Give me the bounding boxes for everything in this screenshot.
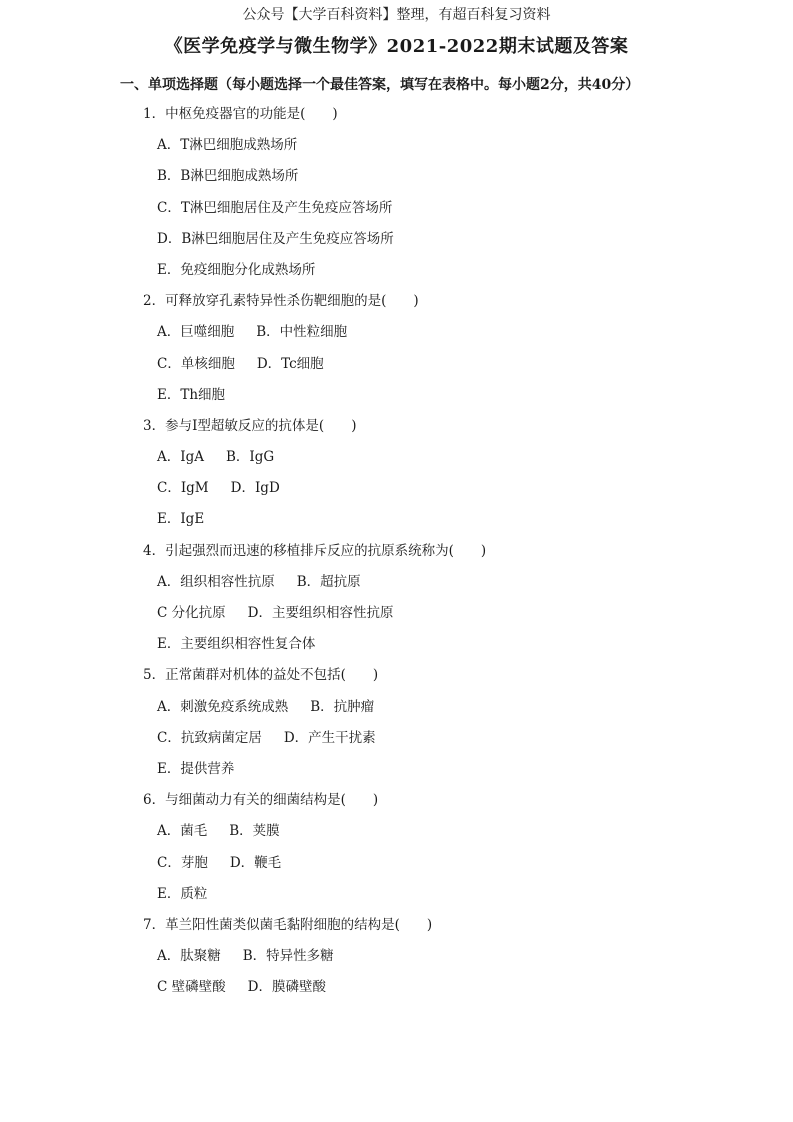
option-line <box>0 380 793 411</box>
answer-option: D．鞭毛 <box>229 854 282 871</box>
answer-option: E．IgE <box>157 511 205 528</box>
option-line <box>0 941 793 972</box>
answer-option: C 分化抗原 <box>157 605 226 621</box>
option-line <box>0 193 793 224</box>
answer-option: C．抗致病菌定居 <box>157 729 262 746</box>
answer-option: A．菌毛 <box>157 823 208 840</box>
question-stem: 3．参与Ⅰ型超敏反应的抗体是( ) <box>143 417 357 434</box>
answer-option: C．芽胞 <box>157 854 208 871</box>
answer-option: C 壁磷壁酸 <box>157 979 226 996</box>
question-stem: 7．革兰阳性菌类似菌毛黏附细胞的结构是( ) <box>143 916 433 933</box>
option-line <box>0 255 793 286</box>
answer-option: E．提供营养 <box>157 760 235 777</box>
question-stem: 4．引起强烈而迅速的移植排斥反应的抗原系统称为( ) <box>143 542 487 559</box>
option-line <box>0 754 793 785</box>
answer-option: C．单核细胞 <box>157 355 235 372</box>
answer-option: D．主要组织相容性抗原 <box>247 605 394 621</box>
option-line <box>0 629 793 660</box>
answer-option: B．抗肿瘤 <box>310 698 375 715</box>
answer-option: D．膜磷壁酸 <box>247 979 326 996</box>
answer-option: A．肽聚糖 <box>157 948 221 965</box>
question-list <box>0 99 793 1003</box>
answer-option: E．主要组织相容性复合体 <box>157 636 316 653</box>
option-line <box>0 972 793 1003</box>
option-line <box>0 848 793 879</box>
question-stem: 2．可释放穿孔素特异性杀伤靶细胞的是( ) <box>143 293 419 310</box>
answer-option: B．荚膜 <box>229 823 280 840</box>
answer-option: B．IgG <box>225 449 275 466</box>
answer-option: A．IgA <box>157 449 204 466</box>
option-line <box>0 692 793 723</box>
answer-option: D．产生干扰素 <box>283 729 376 746</box>
question-stem: 6．与细菌动力有关的细菌结构是( ) <box>143 792 379 809</box>
option-line <box>0 130 793 161</box>
question-stem: 1．中枢免疫器官的功能是( ) <box>143 106 338 122</box>
option-line <box>0 442 793 473</box>
option-line <box>0 816 793 847</box>
option-line <box>0 317 793 348</box>
question-stem: 5．正常菌群对机体的益处不包括( ) <box>143 667 379 684</box>
answer-option: E．免疫细胞分化成熟场所 <box>157 261 316 278</box>
answer-option: D．B淋巴细胞居住及产生免疫应答场所 <box>157 230 394 247</box>
answer-option: B．特异性多糖 <box>242 948 334 965</box>
answer-option: C．IgM <box>157 480 209 497</box>
answer-option: C．T淋巴细胞居住及产生免疫应答场所 <box>157 199 393 216</box>
answer-option: B．超抗原 <box>296 573 361 590</box>
answer-option: A．组织相容性抗原 <box>157 573 275 590</box>
document-title: 《医学免疫学与微生物学》2021-2022期末试题及答案 <box>164 36 629 57</box>
section-heading: 一、单项选择题（每小题选择一个最佳答案，填写在表格中。每小题2分，共40分） <box>120 77 640 93</box>
answer-option: B．中性粒细胞 <box>256 324 348 341</box>
header-note: 公众号【大学百科资料】整理，有超百科复习资料 <box>242 7 551 23</box>
option-line <box>0 723 793 754</box>
option-line <box>0 598 793 629</box>
answer-option: D．IgD <box>230 480 280 497</box>
option-line <box>0 879 793 910</box>
answer-option: D．Tc细胞 <box>256 355 324 372</box>
option-line <box>0 504 793 535</box>
answer-option: E．Th细胞 <box>157 386 226 403</box>
option-line <box>0 349 793 380</box>
answer-option: B．B淋巴细胞成熟场所 <box>157 168 299 185</box>
answer-option: E．质粒 <box>157 885 208 902</box>
answer-option: A．刺激免疫系统成熟 <box>157 698 289 715</box>
answer-option: A．T淋巴细胞成熟场所 <box>157 137 298 154</box>
option-line <box>0 161 793 192</box>
option-line <box>0 567 793 598</box>
answer-option: A．巨噬细胞 <box>157 324 235 341</box>
option-line <box>0 224 793 255</box>
option-line <box>0 473 793 504</box>
